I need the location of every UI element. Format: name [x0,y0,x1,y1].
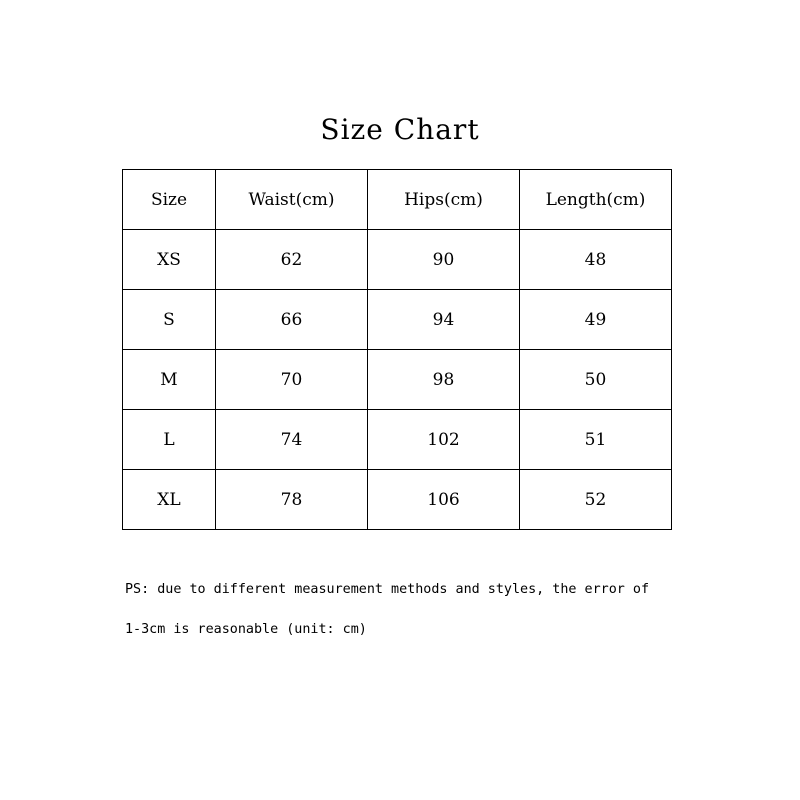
cell-waist: 70 [216,350,368,410]
table-row [123,290,672,350]
cell-waist: 66 [216,290,368,350]
cell-length: 48 [520,230,672,290]
measurement-note [125,560,685,660]
cell-size: S [123,290,216,350]
cell-hips: 98 [368,350,520,410]
header-waist: Waist(cm) [216,170,368,230]
cell-size: L [123,410,216,470]
cell-hips: 94 [368,290,520,350]
cell-length: 50 [520,350,672,410]
cell-size: M [123,350,216,410]
table-row [123,470,672,530]
cell-hips: 102 [368,410,520,470]
note-line-2: 1-3cm is reasonable (unit: cm) [125,622,367,637]
cell-waist: 74 [216,410,368,470]
cell-waist: 62 [216,230,368,290]
cell-size: XS [123,230,216,290]
table-header-row [123,170,672,230]
table-row [123,410,672,470]
cell-hips: 90 [368,230,520,290]
cell-length: 49 [520,290,672,350]
table-row [123,350,672,410]
table-row [123,230,672,290]
cell-length: 51 [520,410,672,470]
page-title: Size Chart [320,113,480,146]
cell-length: 52 [520,470,672,530]
cell-size: XL [123,470,216,530]
size-chart-table [122,169,672,530]
cell-waist: 78 [216,470,368,530]
cell-hips: 106 [368,470,520,530]
header-size: Size [123,170,216,230]
header-hips: Hips(cm) [368,170,520,230]
header-length: Length(cm) [520,170,672,230]
note-line-1: PS: due to different measurement methods and styles, the error of [125,582,650,597]
